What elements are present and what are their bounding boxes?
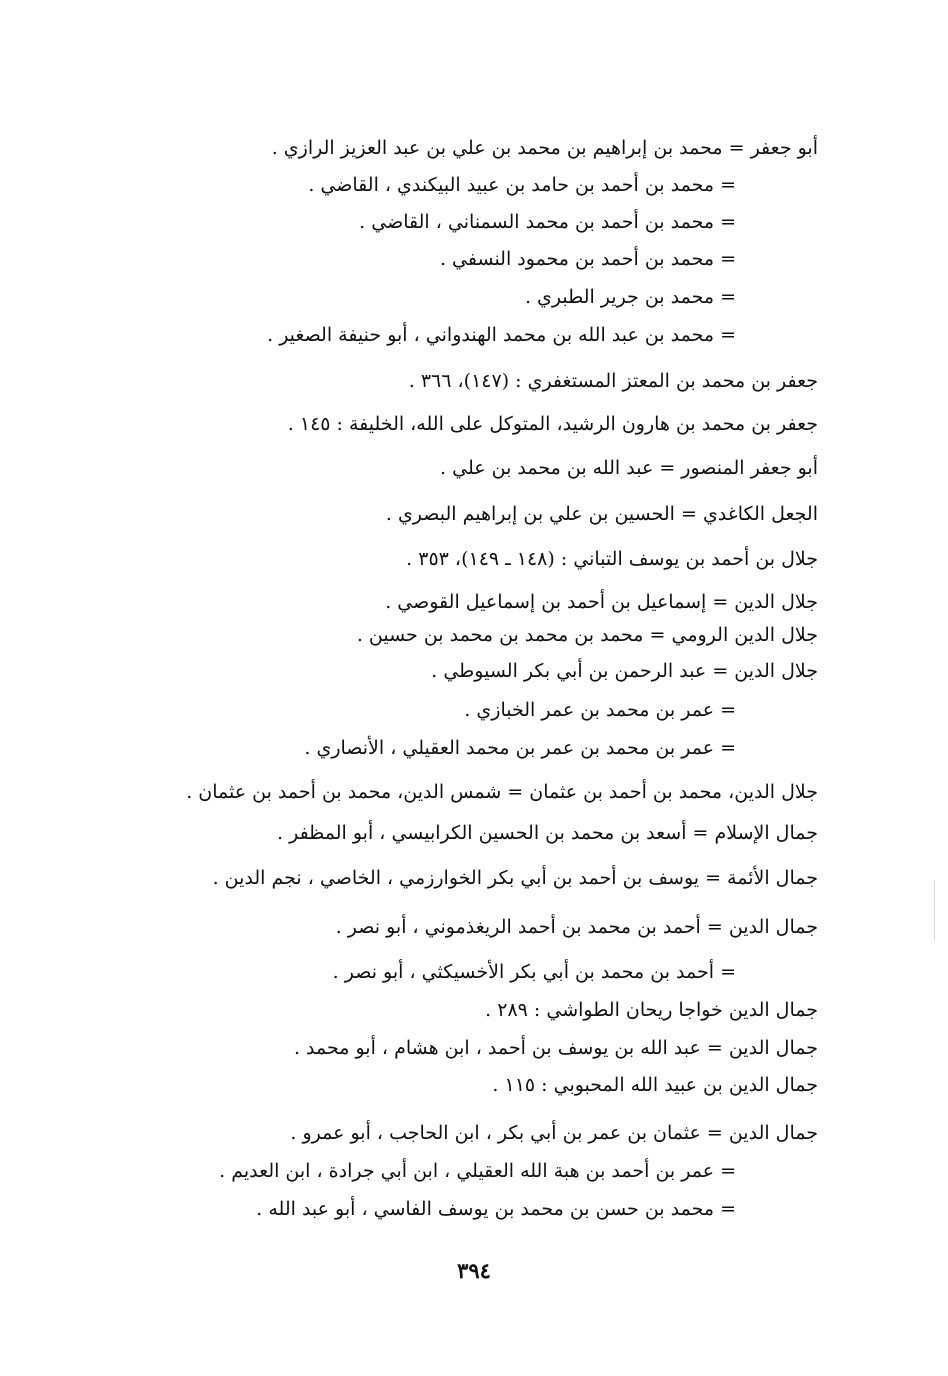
index-entry-continuation: = عمر بن محمد بن عمر بن محمد العقيلي ، الأنصاري .: [304, 737, 736, 759]
index-entry: جمال الدين = عثمان بن عمر بن أبي بكر ، ابن الحاجب ، أبو عمرو .: [290, 1122, 818, 1144]
index-entry: جمال الأئمة = يوسف بن أحمد بن أبي بكر الخوارزمي ، الخاصي ، نجم الدين .: [212, 867, 818, 889]
index-entry-continuation: = محمد بن جرير الطبري .: [524, 286, 736, 308]
index-entry: جلال الدين الرومي = محمد بن محمد بن محمد بن حسين .: [356, 624, 818, 646]
index-entry: جمال الدين خواجا ريحان الطواشي : ٢٨٩ .: [485, 999, 818, 1021]
index-entry-continuation: = محمد بن عبد الله بن محمد الهندواني ، أبو حنيفة الصغير .: [267, 324, 736, 346]
index-entry: الجعل الكاغدي = الحسين بن علي بن إبراهيم البصري .: [385, 503, 818, 525]
index-entry-continuation: = عمر بن محمد بن عمر الخبازي .: [464, 699, 736, 721]
index-entry: جعفر بن محمد بن المعتز المستغفري : (١٤٧)، ٣٦٦ .: [408, 370, 818, 392]
index-entry: جمال الدين = عبد الله بن يوسف بن أحمد ، ابن هشام ، أبو محمد .: [293, 1037, 818, 1059]
index-entry: أبو جعفر المنصور = عبد الله بن محمد بن علي .: [440, 457, 818, 479]
index-entry: جعفر بن محمد بن هارون الرشيد، المتوكل على الله، الخليفة : ١٤٥ .: [287, 413, 818, 435]
index-entry: جمال الدين = أحمد بن محمد بن أحمد الريغذموني ، أبو نصر .: [335, 916, 818, 938]
index-entry-continuation: = محمد بن أحمد بن حامد بن عبيد البيكندي ، القاضي .: [308, 174, 736, 196]
index-entry-continuation: = محمد بن حسن بن محمد بن يوسف الفاسي ، أبو عبد الله .: [256, 1198, 736, 1220]
page-number: ٣٩٤: [457, 1258, 491, 1283]
index-entry: جلال الدين = إسماعيل بن أحمد بن إسماعيل القوصي .: [385, 591, 818, 613]
index-entry: جلال الدين، محمد بن أحمد بن عثمان = شمس الدين، محمد بن أحمد بن عثمان .: [186, 781, 818, 803]
index-entry: جمال الدين بن عبيد الله المحبوبي : ١١٥ .: [492, 1074, 818, 1096]
scan-edge-mark: [934, 880, 935, 940]
index-entry: جلال الدين = عبد الرحمن بن أبي بكر السيوطي .: [431, 660, 818, 682]
index-entry-continuation: = عمر بن أحمد بن هبة الله العقيلي ، ابن أبي جرادة ، ابن العديم .: [219, 1160, 736, 1182]
index-entry: أبو جعفر = محمد بن إبراهيم بن محمد بن علي بن عبد العزيز الرازي .: [271, 137, 818, 159]
index-entry: جمال الإسلام = أسعد بن محمد بن الحسين الكرابيسي ، أبو المظفر .: [277, 822, 818, 844]
index-entry-continuation: = محمد بن أحمد بن محمود النسفي .: [439, 248, 736, 270]
index-entry: جلال بن أحمد بن يوسف التباني : (١٤٨ ـ ١٤٩)، ٣٥٣ .: [406, 548, 818, 570]
index-entry-continuation: = أحمد بن محمد بن أبي بكر الأخسيكثي ، أبو نصر .: [332, 961, 736, 983]
index-entry-continuation: = محمد بن أحمد بن محمد السمناني ، القاضي .: [359, 211, 736, 233]
